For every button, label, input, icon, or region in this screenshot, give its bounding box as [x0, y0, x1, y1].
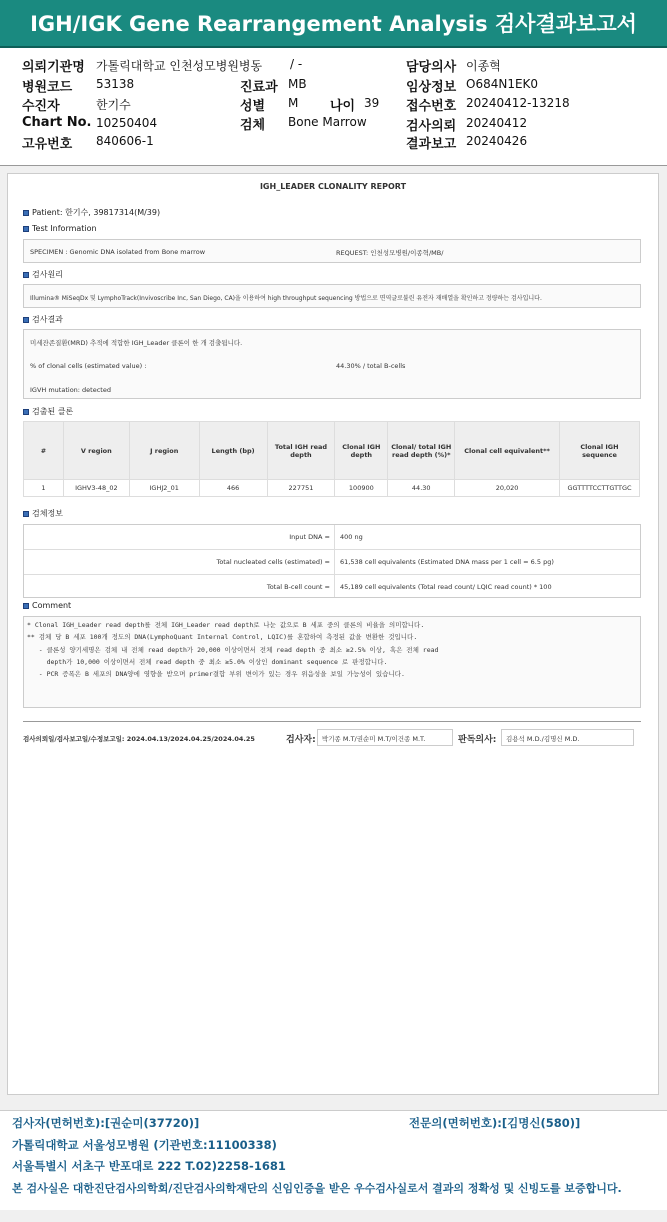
table-cell: GGTTTTCCTTGTTGC — [560, 480, 640, 497]
input-dna-label: Input DNA = — [289, 533, 330, 541]
bullet-icon — [23, 603, 29, 609]
table-cell: 1 — [24, 480, 64, 497]
table-cell: IGHV3-48_02 — [63, 480, 129, 497]
footer-certification: 본 검사실은 대한진단검사의학회/진단검사의학재단의 신임인증을 받은 우수검사실로서 결과의 정확성 및 신빙도를 보증합니다. — [12, 1182, 622, 1195]
table-cell: 44.30 — [388, 480, 455, 497]
patient-header — [0, 48, 667, 166]
principle-text: Illumina® MiSeqDx 및 LymphoTrack(Invivoscribe Inc, San Diego, CA)을 이용하여 high throughput sequencing 방법으로 면역글로불린 유전자 재배열을 확인하고 정량하는 검사입니다. — [30, 295, 542, 302]
bullet-icon — [23, 226, 29, 232]
specimen-label: 검체 — [240, 118, 266, 133]
col-header: Total IGH read depth — [267, 422, 335, 480]
age-label: 나이 — [330, 99, 356, 114]
test-info-heading: Test Information — [23, 224, 97, 233]
comment-line: - PCR 증폭은 B 세포의 DNA양에 영향을 받으며 primer결합 부위 변이가 있는 경우 위음성을 보일 가능성이 있습니다. — [27, 670, 405, 678]
unique-label: 고유번호 — [22, 137, 73, 152]
footer-address: 서울특별시 서초구 반포대로 222 T.02)2258-1681 — [12, 1159, 286, 1173]
age-value: 39 — [364, 96, 380, 110]
result-box — [23, 329, 641, 399]
dept-value: MB — [288, 77, 307, 91]
clonal-label: % of clonal cells (estimated value) : — [30, 362, 147, 370]
request-value: 20240412 — [466, 116, 528, 130]
col-header: # — [24, 422, 64, 480]
table-cell: 466 — [199, 480, 267, 497]
clinical-label: 임상정보 — [406, 80, 457, 95]
request-text: REQUEST: 인천성모병원/이종혁/MB/ — [336, 249, 444, 257]
tester-label: 검사자: — [286, 735, 316, 745]
institution-label: 의뢰기관명 — [22, 60, 85, 75]
col-header: Length (bp) — [199, 422, 267, 480]
clonality-report — [7, 173, 659, 1095]
request-label: 검사의뢰 — [406, 119, 457, 134]
bcell-value: 45,189 cell equivalents (Total read count/ LQIC read count) * 100 — [340, 583, 552, 591]
doctor-value: 이종혁 — [466, 59, 501, 73]
clonal-value: 44.30% / total B-cells — [336, 362, 406, 370]
principle-heading: 검사원리 — [23, 269, 63, 280]
patient-line-text: Patient: 한기수, 39817314(M/39) — [32, 208, 161, 217]
comment-heading: Comment — [23, 601, 71, 610]
col-header: Clonal/ total IGH read depth (%)* — [388, 422, 455, 480]
bullet-icon — [23, 317, 29, 323]
col-header: Clonal cell equivalent** — [455, 422, 560, 480]
igvh-text: IGVH mutation: detected — [30, 386, 111, 394]
input-dna-value: 400 ng — [340, 533, 363, 541]
patient-label: 수진자 — [22, 99, 60, 114]
receipt-label: 접수번호 — [406, 99, 457, 114]
institution-value: 가톨릭대학교 인천성모병원병동 — [96, 59, 263, 73]
reader-label: 판독의사: — [458, 735, 497, 745]
specimen-text: SPECIMEN : Genomic DNA isolated from Bone marrow — [30, 248, 206, 256]
sex-label: 성별 — [240, 99, 266, 114]
report-footer — [0, 1110, 667, 1210]
clone-heading: 검출된 클론 — [23, 406, 73, 417]
comment-line: depth가 10,000 이상이면서 전체 read depth 중 최소 ≥5.0% 이상인 dominant sequence 로 판정합니다. — [27, 658, 388, 666]
footer-tester: 검사자(면허번호):[권순미(37720)] — [12, 1116, 200, 1130]
comment-line: - 클론성 양기세명은 검체 내 전체 read depth가 20,000 이상이면서 전체 read depth 중 최소 ≥2.5% 이상, 혹은 전체 read — [27, 646, 439, 654]
unique-value: 840606-1 — [96, 134, 154, 148]
nucleated-value: 61,538 cell equivalents (Estimated DNA mass per 1 cell = 6.5 pg) — [340, 558, 554, 566]
report-title: IGH/IGK Gene Rearrangement Analysis 검사결과보고서 — [0, 0, 667, 48]
footer-specialist: 전문의(면허번호):[김명신(580)] — [409, 1116, 581, 1130]
clone-table — [23, 421, 640, 497]
comment-line: * Clonal IGH_Leader read depth를 전체 IGH_Leader read depth로 나눈 값으로 B 세포 중의 클론의 비율을 의미합니다. — [27, 621, 425, 629]
bcell-label: Total B-cell count = — [266, 583, 330, 591]
hospital-code-value: 53138 — [96, 77, 135, 91]
reader-value: 김용석 M.D./김명신 M.D. — [501, 729, 634, 746]
receipt-value: 20240412-13218 — [466, 96, 570, 110]
table-cell: 100900 — [335, 480, 388, 497]
table-cell: 20,020 — [455, 480, 560, 497]
chart-value: 10250404 — [96, 116, 158, 130]
footer-hospital: 가톨릭대학교 서울성모병원 (기관번호:11100338) — [12, 1138, 277, 1152]
specimen-value: Bone Marrow — [288, 115, 367, 129]
table-cell: 227751 — [267, 480, 335, 497]
table-row — [24, 480, 640, 497]
result-line1: 미세잔존질환(MRD) 추적에 적합한 IGH_Leader 클론이 한 개 검출됩니다. — [30, 339, 243, 347]
result-label: 결과보고 — [406, 137, 457, 152]
sex-value: M — [288, 96, 299, 110]
dept-label: 진료과 — [240, 80, 278, 95]
ward-value: / - — [290, 57, 303, 71]
table-cell: IGHJ2_01 — [129, 480, 199, 497]
col-header: Clonal IGH depth — [335, 422, 388, 480]
chart-label: Chart No. — [22, 115, 92, 130]
col-header: Clonal IGH sequence — [560, 422, 640, 480]
principle-box — [23, 284, 641, 308]
comment-line: ** 검체 당 B 세포 100개 정도의 DNA(LymphoQuant Internal Control, LQIC)를 혼합하여 측정된 값을 변환한 것입니다. — [27, 633, 418, 641]
doctor-label: 담당의사 — [406, 60, 457, 75]
col-header: J region — [129, 422, 199, 480]
nucleated-label: Total nucleated cells (estimated) = — [216, 558, 330, 566]
patient-value: 한기수 — [96, 98, 131, 112]
test-info-box — [23, 239, 641, 263]
bullet-icon — [23, 210, 29, 216]
col-header: V region — [63, 422, 129, 480]
tester-value: 박기종 M.T/권순미 M.T/이건종 M.T. — [317, 729, 453, 746]
bullet-icon — [23, 409, 29, 415]
result-heading: 검사결과 — [23, 314, 63, 325]
result-value: 20240426 — [466, 134, 528, 148]
report-dates: 검사의뢰일/검사보고일/수정보고일: 2024.04.13/2024.04.25/2024.04.25 — [23, 735, 255, 743]
specimen-info-heading: 검체정보 — [23, 508, 63, 519]
patient-line — [23, 207, 160, 218]
clinical-value: O684N1EK0 — [466, 77, 539, 91]
bullet-icon — [23, 511, 29, 517]
specimen-info-box — [23, 524, 641, 598]
clone-table-header — [24, 422, 640, 480]
hospital-code-label: 병원코드 — [22, 80, 73, 95]
report-heading: IGH_LEADER CLONALITY REPORT — [259, 182, 407, 191]
bullet-icon — [23, 272, 29, 278]
comment-box — [23, 616, 641, 708]
